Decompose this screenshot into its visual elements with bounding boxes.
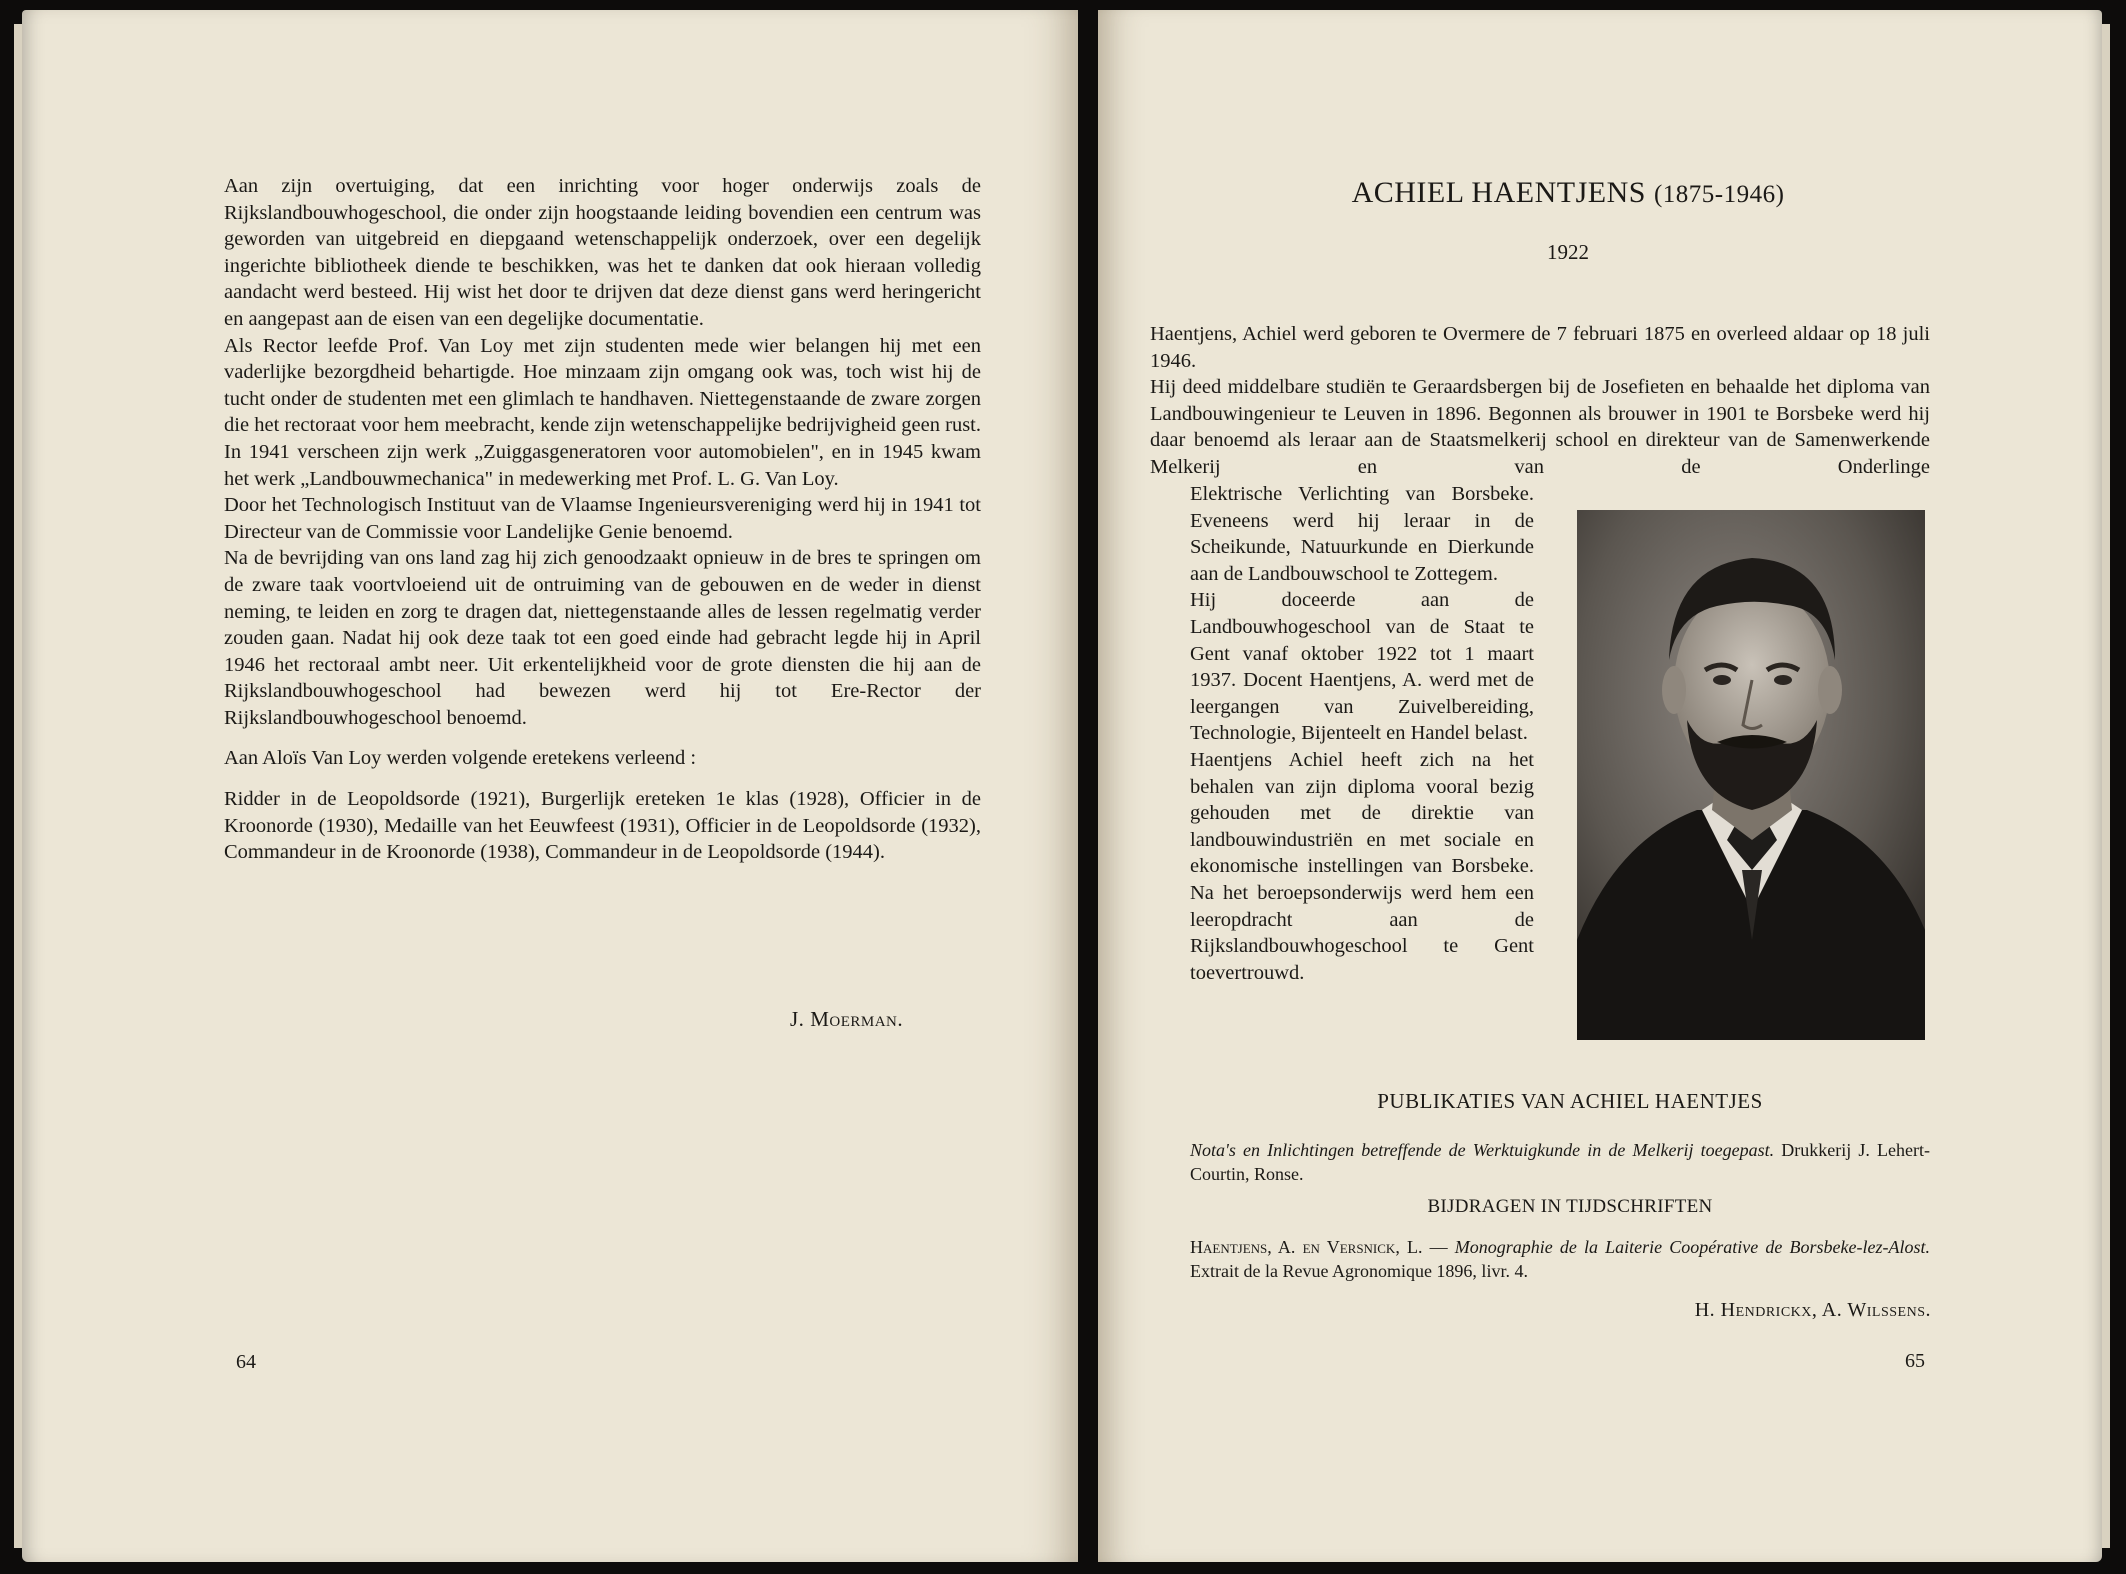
article-title [1128,176,2008,210]
page-edge-right [2102,24,2110,1548]
page-number-right: 65 [1905,1350,1925,1372]
paragraph: Haentjens, Achiel werd geboren te Overmere de 7 februari 1875 en overleed aldaar op 18 juli 1946. [1150,323,1930,372]
intro-text [1150,321,1930,481]
paragraph: Als Rector leefde Prof. Van Loy met zijn studenten mede wier belangen hij met een vaderlijke bezorgdheid behartigde. Hoe minzaam zijn omgang ook was, toch wist hij de tucht onder de studenten met een glimlach te handhaven. Niettegenstaande de zware zorgen die het rectoraat voor hem meebracht, kende zijn wetenschappelijke bedrijvigheid geen rust. In 1941 verscheen zijn werk „Zuiggasgeneratoren voor automobielen", en in 1945 kwam het werk „Landbouwmechanica" in medewerking met Prof. L. G. Van Loy. [224,334,981,490]
publication-separator: — [1422,1237,1455,1257]
paragraph: Elektrische Verlichting van Borsbeke. Eveneens werd hij leraar in de Scheikunde, Natuurkunde en Dierkunde aan de Landbouwschool te Zottegem. [1190,483,1534,585]
signature-right: H. Hendrickx, A. Wilssens. [1694,1299,1931,1321]
publication-entry [1190,1235,1930,1283]
paragraph: Na de bevrijding van ons land zag hij zich genoodzaakt opnieuw in de bres te springen om de zware taak voortvloeiend uit de ontruiming van de gebouwen en de weder in dienst neming, te leiden en zorg te dragen dat, niettegenstaande alles de lessen regelmatig verder zouden gaan. Nadat hij ook deze taak tot een goed einde had gebracht legde hij in April 1946 het rectoraal ambt neer. Uit erkentelijkheid voor de grote diensten die hij aan de Rijkslandbouwhogeschool had bewezen werd hij tot Ere-Rector der Rijkslandbouwhogeschool benoemd. [224,547,981,729]
publication-details: Extrait de la Revue Agronomique 1896, livr. 4. [1190,1261,1528,1281]
left-body-text [224,173,981,866]
paragraph: Hij doceerde aan de Landbouwhogeschool van de Staat te Gent vanaf oktober 1922 tot 1 maart 1937. Docent Haentjens, A. werd met de leergangen van Zuivelbereiding, Technologie, Bijenteelt en Handel belast. [1190,589,1534,745]
paragraph: Hij deed middelbare studiën te Geraardsbergen bij de Josefieten en behaalde het diploma van Landbouwingenieur te Leuven in 1896. Begonnen als brouwer in 1901 te Borsbeke werd hij daar benoemd als leraar aan de Staatsmelkerij school en direkteur van de Samenwerkende Melkerij en van de Onderlinge [1150,376,1930,478]
page-number-left: 64 [236,1351,256,1373]
article-year: 1922 [1547,240,1589,264]
contributions-heading: BIJDRAGEN IN TIJDSCHRIFTEN [1427,1196,1713,1217]
portrait-illustration [1577,510,1925,1040]
signature-initial: J. [790,1007,805,1031]
paragraph: Aan zijn overtuiging, dat een inrichting voor hoger onderwijs zoals de Rijkslandbouwhogeschool, die onder zijn hoogstaande leiding bovendien een centrum was geworden van uitgebreid en diepgaand wetenschappelijk onderzoek, over een degelijk ingerichte bibliotheek diende te beschikken, was het te danken dat ook hieraan volledig aandacht werd besteed. Hij wist het door te drijven dat deze dienst gans werd heringericht en aangepast aan de eisen van een degelijke documentatie. [224,175,981,330]
portrait-photo [1577,510,1925,1040]
honors-intro: Aan Aloïs Van Loy werden volgende eretekens verleend : [224,747,697,770]
paragraph: Door het Technologisch Instituut van de Vlaamse Ingenieursvereniging werd hij in 1941 tot Directeur van de Commissie voor Landelijke Genie benoemd. [224,494,981,543]
signature-left [790,1007,903,1032]
publications-heading: PUBLIKATIES VAN ACHIEL HAENTJES [1377,1089,1763,1113]
honors-list: Ridder in de Leopoldsorde (1921), Burgerlijk ereteken 1e klas (1928), Officier in de Kroonorde (1930), Medaille van het Eeuwfeest (1931), Officier in de Leopoldsorde (1932), Commandeur in de Kroonorde (1938), Commandeur in de Leopoldsorde (1944). [224,788,981,864]
publication-details: Drukkerij J. Lehert-Courtin, Ronse. [1190,1140,1930,1184]
publication-authors: Haentjens, A. en Versnick, L. [1190,1237,1423,1257]
side-text [1190,481,1534,986]
title-name: ACHIEL HAENTJENS [1351,176,1646,209]
paragraph: Haentjens Achiel heeft zich na het behalen van zijn diploma vooral bezig gehouden met de direktie van landbouwindustriën en met sociale en ekonomische instellingen van Borsbeke. Na het beroepsonderwijs werd hem een leeropdracht aan de Rijkslandbouwhogeschool te Gent toevertrouwd. [1190,748,1534,984]
title-years: (1875-1946) [1653,181,1785,208]
signature-name: Moerman. [810,1007,904,1031]
publication-entry [1190,1138,1930,1186]
publication-title: Monographie de la Laiterie Coopérative de Borsbeke-lez-Alost. [1454,1237,1930,1257]
page-edge-left [14,24,22,1548]
publication-title: Nota's en Inlichtingen betreffende de Werktuigkunde in de Melkerij toegepast. [1190,1140,1775,1160]
